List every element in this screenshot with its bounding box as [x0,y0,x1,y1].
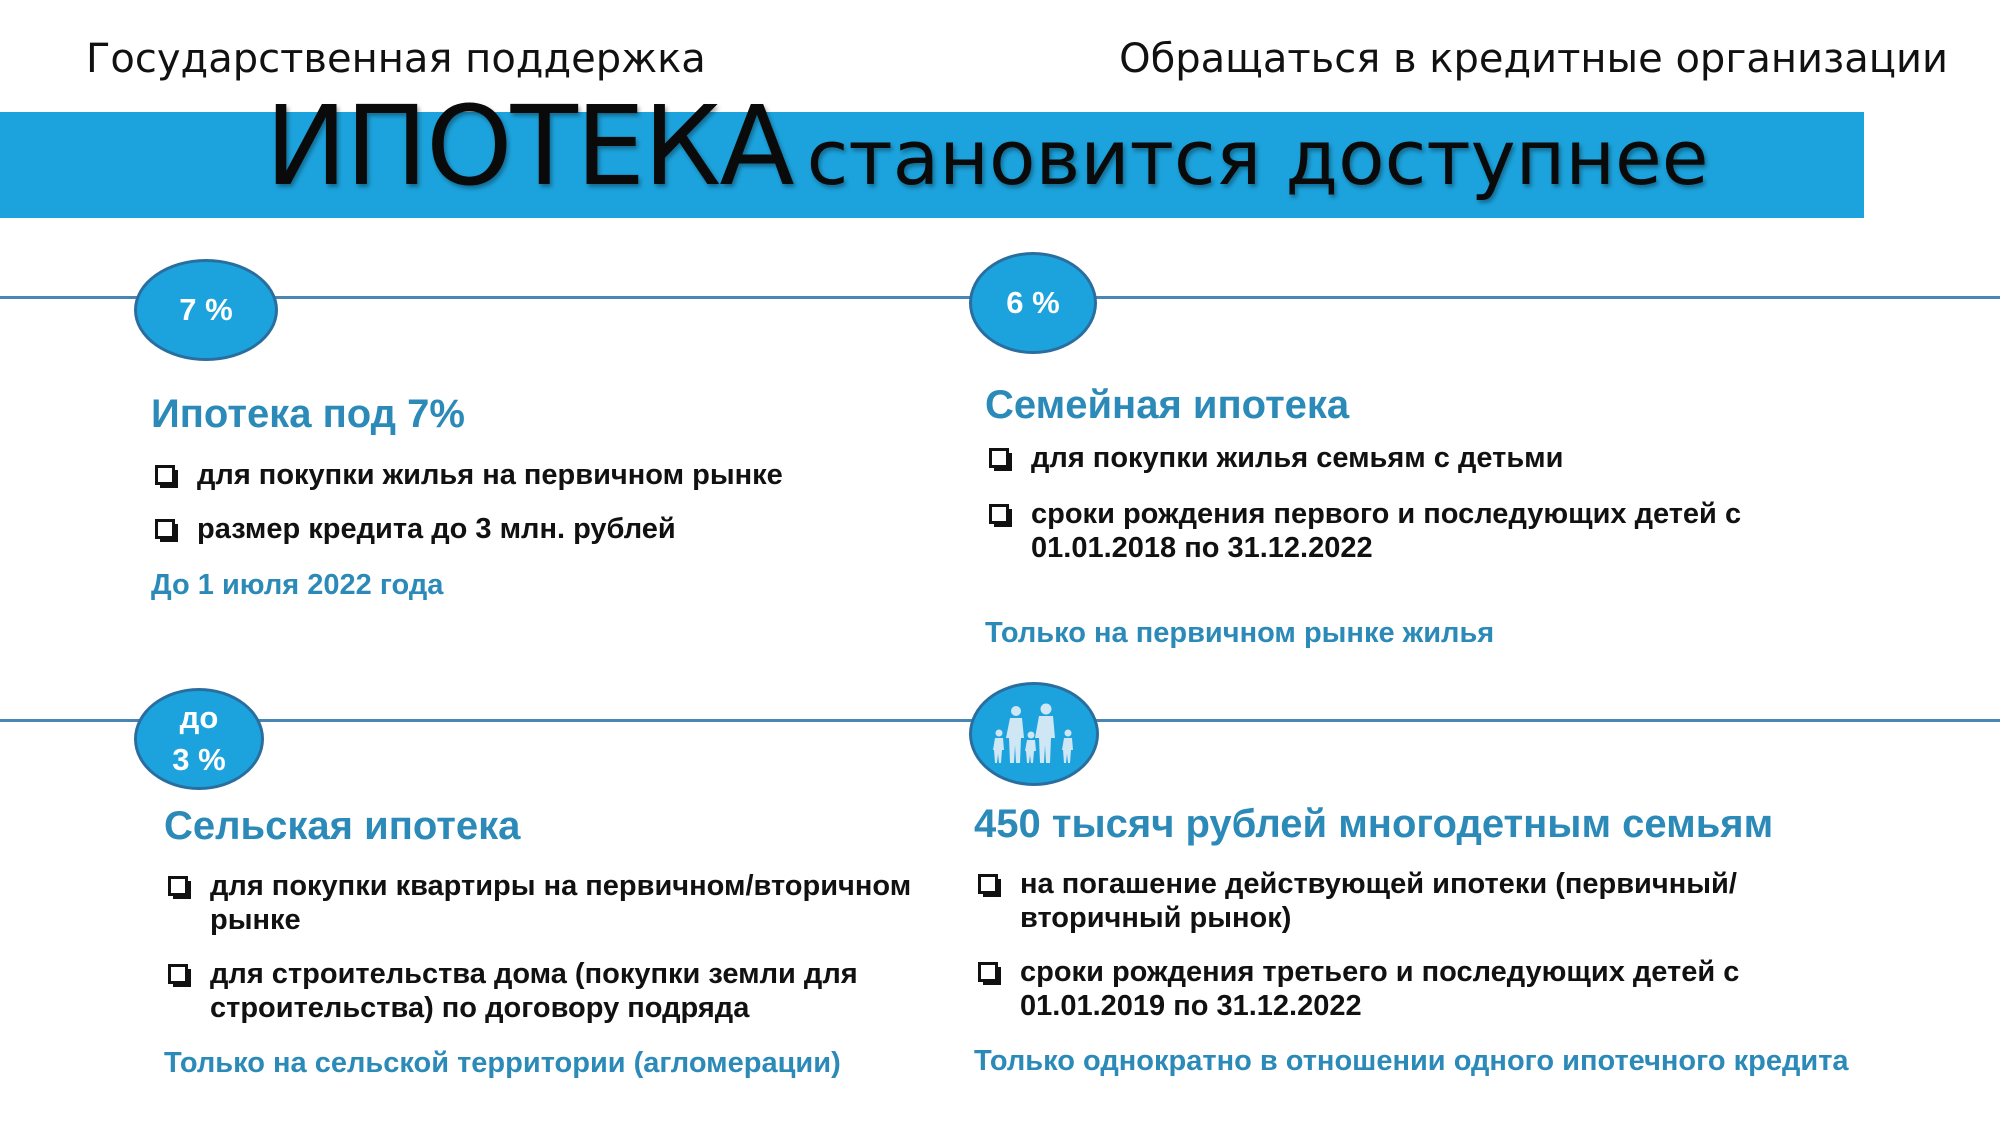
list-item: на погашение действующей ипотеки (первичный/вторичный рынок) [974,867,1854,935]
checkbox-bullet-icon [155,519,175,539]
list-item: сроки рождения третьего и последующих детей с 01.01.2019 по 31.12.2022 [974,955,1854,1023]
title-main: ИПОТЕКА [265,82,793,210]
page-title [265,82,1709,210]
checkbox-bullet-icon [989,448,1009,468]
section-list-family-ipoteka [985,441,1845,565]
checkbox-bullet-icon [978,962,998,982]
section-heading-large-family: 450 тысяч рублей многодетным семьям [974,802,1774,846]
list-item: для покупки жилья на первичном рынке [151,458,911,492]
section-note-family-ipoteka: Только на первичном рынке жилья [985,617,1495,649]
section-list-ipoteka-7 [151,458,911,546]
header-left-text: Государственная поддержка [86,36,706,82]
checkbox-bullet-icon [168,876,188,896]
badge-up-to-3-percent [134,688,264,790]
checkbox-bullet-icon [155,465,175,485]
section-heading-rural-ipoteka: Сельская ипотека [164,804,521,848]
section-list-rural-ipoteka [164,869,934,1025]
family-icon [986,703,1082,765]
badge-7-percent [134,259,278,361]
badge-text: 7 % [179,292,233,327]
title-sub: становится доступнее [806,113,1709,202]
checkbox-bullet-icon [168,964,188,984]
badge-family [969,682,1099,786]
section-note-large-family: Только однократно в отношении одного ипотечного кредита [974,1045,1849,1077]
section-note-rural-ipoteka: Только на сельской территории (агломерации) [164,1047,841,1079]
list-item: для покупки жилья семьям с детьми [985,441,1845,475]
list-item: для покупки квартиры на первичном/вторичном рынке [164,869,934,937]
section-heading-family-ipoteka: Семейная ипотека [985,383,1350,427]
badge-text-line1: до [179,700,219,735]
list-item: сроки рождения первого и последующих детей с 01.01.2018 по 31.12.2022 [985,497,1845,565]
section-list-large-family [974,867,1854,1023]
badge-text: 6 % [1006,285,1060,320]
section-heading-ipoteka-7: Ипотека под 7% [151,392,465,436]
badge-6-percent [969,252,1097,354]
checkbox-bullet-icon [978,874,998,894]
checkbox-bullet-icon [989,504,1009,524]
header-right-text: Обращаться в кредитные организации [1119,36,1948,82]
list-item: для строительства дома (покупки земли для строительства) по договору подряда [164,957,934,1025]
list-item: размер кредита до 3 млн. рублей [151,512,911,546]
badge-text-line2: 3 % [172,742,226,777]
section-note-ipoteka-7: До 1 июля 2022 года [151,569,444,601]
